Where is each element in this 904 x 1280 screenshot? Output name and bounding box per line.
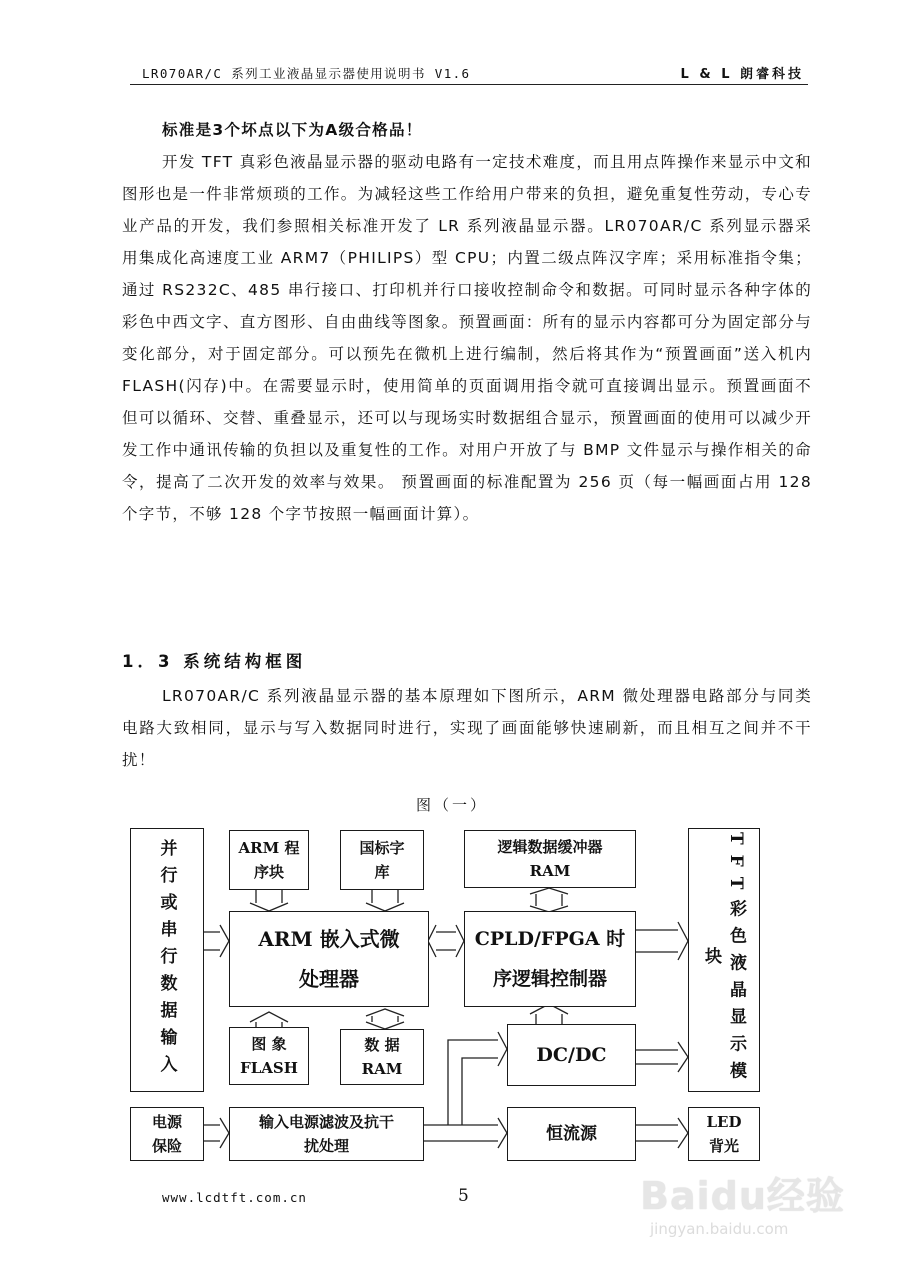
arm-program-label: ARM 程 序块 [238, 839, 300, 881]
data-ram-label: 数 据 RAM [361, 1036, 403, 1078]
const-current-box [507, 1107, 636, 1161]
arrow-font-to-arm [366, 890, 404, 911]
tft-module-label: TFT彩色液晶显示模块 [701, 831, 746, 1089]
dcdc-box [507, 1024, 636, 1086]
input-label: 并行或串行数据输入 [156, 838, 177, 1082]
watermark-url: jingyan.baidu.com [650, 1220, 789, 1238]
arrow-fuse-to-filter [202, 1118, 229, 1148]
header-title: LR070AR/C 系列工业液晶显示器使用说明书 V1.6 [142, 66, 471, 81]
cpld-box [464, 911, 636, 1007]
data-ram-box [340, 1029, 424, 1085]
filter-label: 输入电源滤波及抗干 扰处理 [258, 1113, 394, 1155]
arrow-filter-to-dcdc [448, 1032, 507, 1125]
tft-module-box [688, 828, 760, 1092]
const-current-label: 恒流源 [546, 1124, 597, 1144]
arrow-input-to-arm [202, 925, 229, 957]
arm-program-box [229, 830, 309, 890]
arrow-current-to-led [636, 1118, 688, 1148]
logic-buffer-label: 逻辑数据缓冲器 RAM [497, 838, 603, 880]
arrow-arm-cpld [428, 925, 464, 957]
arm-cpu-label: ARM 嵌入式微 处理器 [258, 927, 400, 991]
power-fuse-label: 电源 保险 [151, 1113, 182, 1155]
principle-paragraph: LR070AR/C 系列液晶显示器的基本原理如下图所示，ARM 微处理器电路部分与同类电路大致相同，显示与写入数据同时进行，实现了画面能够快速刷新，而且相互之间并不干扰！ [122, 687, 812, 769]
grade-note: 标准是3个坏点以下为A级合格品！ [162, 121, 423, 139]
arrow-filter-to-current [424, 1118, 507, 1148]
input-box [130, 828, 204, 1092]
led-backlight-box [688, 1107, 760, 1161]
intro-paragraph: 开发 TFT 真彩色液晶显示器的驱动电路有一定技术难度，而且用点阵操作来显示中文和图形也是一件非常烦琐的工作。为减轻这些工作给用户带来的负担，避免重复性劳动，专心专业产品的开发，我们参照相关标准开发了 LR 系列液晶显示器。LR070AR/C 系列显示器采用集成化高速度工业 ARM7（PHILIPS）型 CPU；内置二级点阵汉字库；采用标准指令集；通过 RS232C、485 串行接口、打印机并行口接收控制命令和数据。可同时显示各种字体的彩色中西文字、直方图形、自由曲线等图象。预置画面：所有的显示内容都可分为固定部分与变化部分，对于固定部分。可以预先在微机上进行编制，然后将其作为“预置画面”送入机内 FLASH(闪存)中。在需要显示时，使用简单的页面调用指令就可直接调出显示。预置画面不但可以循环、交替、重叠显示，还可以与现场实时数据组合显示，预置画面的使用可以减少开发工作中通讯传输的负担以及重复性的工作。对用户开放了与 BMP 文件显示与操作相关的命令，提高了二次开发的效率与效果。 预置画面的标准配置为 256 页（每一幅画面占用 128 个字节，不够 128 个字节按照一幅画面计算）。 [122, 153, 812, 523]
figure-caption: 图（一） [415, 796, 488, 814]
gb-font-label: 国标字 库 [359, 839, 405, 881]
arm-cpu-box [229, 911, 429, 1007]
cpld-label: CPLD/FPGA 时 序逻辑控制器 [474, 928, 626, 990]
dcdc-label: DC/DC [536, 1044, 607, 1066]
arrow-dcdc-to-tft [636, 1042, 688, 1072]
baidu-watermark [640, 1165, 860, 1245]
arrow-ram-arm [366, 1009, 404, 1029]
watermark-brand: Baidu经验 [640, 1174, 845, 1218]
arrow-armprog-to-arm [250, 890, 288, 911]
page-number: 5 [458, 1186, 469, 1206]
arrow-buffer-cpld [530, 888, 568, 912]
led-backlight-label: LED 背光 [706, 1113, 742, 1155]
arrow-cpld-to-tft [636, 922, 688, 960]
gb-font-box [340, 830, 424, 890]
logic-buffer-box [464, 830, 636, 888]
filter-box [229, 1107, 424, 1161]
image-flash-box [229, 1027, 309, 1085]
power-fuse-box [130, 1107, 204, 1161]
image-flash-label: 图 象 FLASH [240, 1035, 298, 1077]
section-title: 1．3 系统结构框图 [122, 652, 307, 671]
arrow-flash-to-arm [250, 1012, 288, 1027]
footer-url: www.lcdtft.com.cn [162, 1190, 307, 1205]
arrow-dcdc-to-cpld [530, 1004, 568, 1024]
header-company: L & L 朗睿科技 [680, 67, 804, 82]
